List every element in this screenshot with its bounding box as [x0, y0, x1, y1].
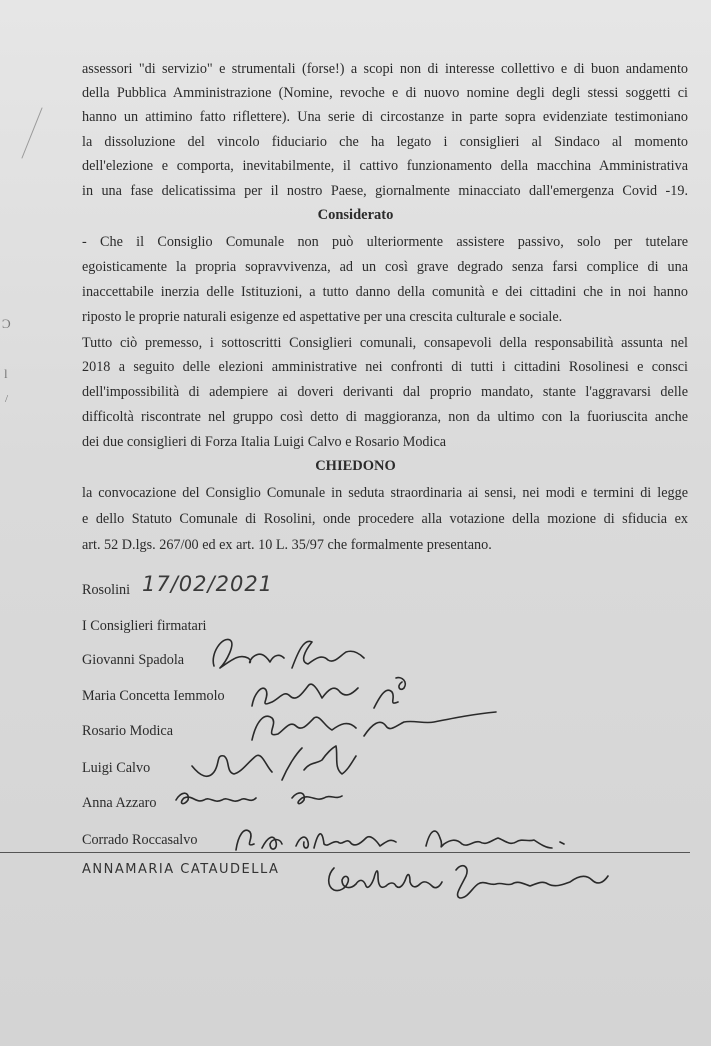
text-line: hanno un attimino fatto riflettere). Una serie di circostanze in parte sopra evidenziate testimoniano — [82, 109, 688, 125]
text-line: della Pubblica Amministrazione (Nomine, revoche e di nuovo nomine degli degli stessi soggetti ci — [82, 85, 688, 101]
signatories-label: I Consiglieri firmatari — [82, 618, 207, 634]
signature-azzaro — [170, 782, 360, 814]
text-line: - Che il Consiglio Comunale non può ulteriormente assistere passivo, solo per tutelare — [82, 234, 688, 250]
heading-considerato: Considerato — [317, 207, 394, 223]
signature-calvo — [186, 736, 366, 788]
text-line: riposto le proprie naturali esigenze ed aspettative per una crescita culturale e sociale. — [82, 309, 563, 325]
handwritten-date: 17/02/2021 — [142, 572, 274, 596]
text-line: dell'elezione e comporta, inevitabilmente, il cattivo funzionamento della macchina Amministrativa — [82, 158, 688, 174]
text-line: la convocazione del Consiglio Comunale in seduta straordinaria ai sensi, nei modi e termini di legge — [82, 485, 688, 501]
text-line: dell'impossibilità di adempiere ai doveri derivanti dal proprio mandato, stante l'aggravarsi delle — [82, 384, 688, 400]
text-line: art. 52 D.lgs. 267/00 ed ex art. 10 L. 35/97 che formalmente presentano. — [82, 537, 492, 553]
text-line: in una fase delicatissima per il nostro Paese, giornalmente minacciato dall'emergenza Covid -19. — [82, 183, 688, 199]
handwritten-extra-name: ANNAMARIA CATAUDELLA — [82, 862, 280, 877]
text-line: assessori "di servizio" e strumentali (forse!) a scopi non di interesse collettivo e di buon andamento — [82, 61, 688, 77]
signatory-name: Luigi Calvo — [82, 760, 151, 776]
margin-mark: / — [5, 393, 9, 405]
text-line: difficoltà riscontrate nel gruppo così detto di maggioranza, non da ultimo con la fuoriuscita anche — [82, 409, 688, 425]
signatory-name: Corrado Roccasalvo — [82, 832, 198, 848]
text-line: egoisticamente la propria sopravvivenza, ad un così grave degrado senza farsi complice di una — [82, 259, 688, 275]
text-line: inaccettabile inerzia delle Istituzioni, a tutto danno della comunità e dei cittadini che in noi hanno — [82, 284, 688, 300]
text-line: Tutto ciò premesso, i sottoscritti Consiglieri comunali, consapevoli della responsabilità assunta nel — [82, 335, 688, 351]
margin-stroke — [16, 104, 46, 164]
signatory-name: Anna Azzaro — [82, 795, 157, 811]
signature-cataudella — [320, 854, 620, 902]
text-line: e dello Statuto Comunale di Rosolini, onde procedere alla votazione della mozione di sfiducia ex — [82, 511, 688, 527]
divider-line — [0, 852, 690, 853]
text-line: 2018 a seguito delle elezioni amministrative nei confronti di tutti i cittadini Rosolinesi e consci — [82, 359, 688, 375]
margin-mark: Ͻ — [2, 316, 11, 331]
text-line: la dissoluzione del vincolo fiduciario che ha legato i consiglieri al Sindaco al momento — [82, 134, 688, 150]
heading-chiedono: CHIEDONO — [315, 458, 396, 474]
signatory-name: Giovanni Spadola — [82, 652, 185, 668]
margin-mark: l — [4, 366, 8, 381]
signatory-name: Rosario Modica — [82, 723, 174, 739]
text-line: dei due consiglieri di Forza Italia Luigi Calvo e Rosario Modica — [82, 434, 447, 450]
signatory-name: Maria Concetta Iemmolo — [82, 688, 225, 704]
place-label: Rosolini — [82, 582, 131, 598]
